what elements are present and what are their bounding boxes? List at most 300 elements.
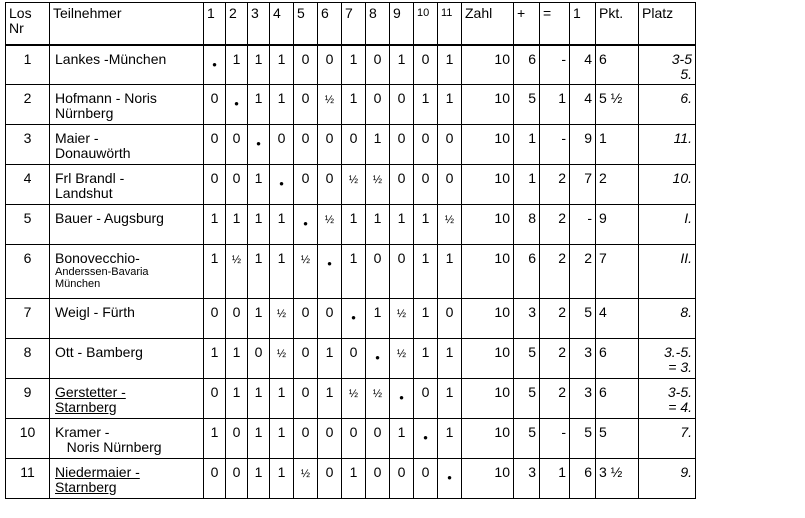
round-result: 0 (397, 130, 406, 146)
cell-round-6 (318, 459, 342, 499)
placement-line: 11. (673, 130, 692, 146)
cell-minus: 7 (570, 165, 596, 205)
header-plus: + (514, 3, 540, 45)
round-result: 0 (349, 424, 358, 440)
table-row (6, 459, 696, 499)
round-result: 1 (373, 130, 382, 146)
round-result: 1 (373, 210, 382, 226)
cell-round-5 (294, 245, 318, 299)
round-result: 1 (277, 384, 286, 400)
header-round-3: 3 (248, 3, 270, 45)
round-result: 1 (210, 424, 219, 440)
cell-round-1 (204, 379, 226, 419)
round-result: 0 (421, 464, 430, 480)
cell-minus: 5 (570, 299, 596, 339)
cell-plus: 5 (514, 85, 540, 125)
round-result: 1 (397, 424, 406, 440)
cell-round-8 (366, 125, 390, 165)
cell-round-2 (226, 245, 248, 299)
participant-name-line: München (55, 278, 101, 290)
round-result: 0 (232, 304, 241, 320)
cell-round-3 (248, 459, 270, 499)
round-result: 0 (301, 50, 310, 67)
cell-round-6 (318, 419, 342, 459)
round-result: 1 (325, 344, 334, 360)
cell-round-7 (342, 165, 366, 205)
cell-round-7 (342, 85, 366, 125)
cell-equal: 1 (540, 459, 570, 499)
cell-los: 8 (6, 339, 50, 379)
cell-round-2 (226, 205, 248, 245)
round-result: 0 (445, 304, 454, 320)
cell-round-2 (226, 419, 248, 459)
round-result: • (256, 136, 261, 151)
cell-teilnehmer (50, 45, 204, 85)
header-round-5: 5 (294, 3, 318, 45)
table-row (6, 85, 696, 125)
round-result: 1 (349, 50, 358, 67)
round-result: 1 (277, 210, 286, 226)
cell-round-1 (204, 245, 226, 299)
cell-round-10 (414, 459, 438, 499)
placement-line: II. (680, 250, 692, 266)
cell-round-1 (204, 299, 226, 339)
participant-name-line: Landshut (55, 185, 113, 201)
round-result: 0 (325, 464, 334, 480)
cell-round-7 (342, 245, 366, 299)
cell-minus: 4 (570, 45, 596, 85)
round-result: 1 (421, 250, 430, 266)
round-result: 1 (349, 250, 358, 266)
round-result: 1 (210, 250, 219, 266)
round-result: 1 (445, 90, 454, 106)
round-result: • (234, 96, 239, 111)
round-result: 0 (210, 90, 219, 106)
round-result: 1 (254, 170, 263, 186)
cell-teilnehmer (50, 205, 204, 245)
cell-teilnehmer (50, 379, 204, 419)
cell-round-9 (390, 379, 414, 419)
placement-line: 10. (672, 170, 692, 186)
round-result: 0 (397, 90, 406, 106)
cell-pkt: 6 (596, 379, 639, 419)
cell-round-5 (294, 419, 318, 459)
round-result: 0 (325, 50, 334, 67)
cell-los: 5 (6, 205, 50, 245)
placement-line: 5. (680, 65, 692, 82)
header-row (6, 3, 696, 45)
cell-equal: 2 (540, 379, 570, 419)
round-result: 0 (210, 170, 219, 186)
cell-round-4 (270, 125, 294, 165)
cell-round-2 (226, 85, 248, 125)
round-result: 1 (210, 344, 219, 360)
round-result: 1 (254, 250, 263, 266)
cell-zahl: 10 (462, 165, 514, 205)
cell-round-6 (318, 299, 342, 339)
round-result: 1 (277, 424, 286, 440)
cell-equal: 2 (540, 339, 570, 379)
cell-round-9 (390, 205, 414, 245)
cell-round-4 (270, 85, 294, 125)
cell-round-1 (204, 459, 226, 499)
header-minus: 1 (570, 3, 596, 45)
cell-equal: 2 (540, 245, 570, 299)
cell-round-8 (366, 299, 390, 339)
round-result: 1 (397, 50, 406, 67)
cell-round-7 (342, 379, 366, 419)
cell-pkt: 6 (596, 339, 639, 379)
cell-round-5 (294, 379, 318, 419)
cell-zahl: 10 (462, 459, 514, 499)
round-result: 1 (232, 210, 241, 226)
round-result: 1 (373, 304, 382, 320)
cell-minus: - (570, 205, 596, 245)
round-result: ½ (231, 254, 242, 266)
cell-round-3 (248, 339, 270, 379)
cell-zahl: 10 (462, 85, 514, 125)
header-teilnehmer: Teilnehmer (50, 3, 204, 45)
placement-line: 9. (680, 464, 692, 480)
cell-round-6 (318, 165, 342, 205)
round-result: • (375, 350, 380, 365)
cell-teilnehmer (50, 85, 204, 125)
cell-zahl: 10 (462, 205, 514, 245)
header-los-text: Los Nr (9, 5, 32, 36)
header-round-9: 9 (390, 3, 414, 45)
round-result: 0 (373, 464, 382, 480)
round-result: • (423, 430, 428, 445)
cell-round-8 (366, 459, 390, 499)
cell-los: 11 (6, 459, 50, 499)
cell-pkt: 5 ½ (596, 85, 639, 125)
cell-round-1 (204, 205, 226, 245)
round-result: 1 (349, 210, 358, 226)
cell-los: 6 (6, 245, 50, 299)
cell-platz (639, 459, 696, 499)
cell-plus: 5 (514, 419, 540, 459)
cell-round-10 (414, 379, 438, 419)
participant-name-line: Bonovecchio- (55, 250, 140, 266)
cell-round-11 (438, 165, 462, 205)
participant-name-line: Donauwörth (55, 145, 131, 161)
cell-minus: 4 (570, 85, 596, 125)
cell-minus: 3 (570, 379, 596, 419)
cell-round-4 (270, 419, 294, 459)
round-result: 1 (349, 90, 358, 106)
cell-round-10 (414, 419, 438, 459)
cell-platz (639, 419, 696, 459)
round-result: 1 (349, 464, 358, 480)
round-result: 0 (277, 130, 286, 146)
round-result: 0 (325, 170, 334, 186)
cell-round-6 (318, 205, 342, 245)
round-result: 0 (349, 130, 358, 146)
round-result: 1 (210, 210, 219, 226)
cell-platz (639, 205, 696, 245)
round-result: 1 (232, 384, 241, 400)
placement-line: 3.-5. (663, 344, 692, 360)
cell-round-9 (390, 45, 414, 85)
cell-round-6 (318, 379, 342, 419)
cell-teilnehmer (50, 299, 204, 339)
round-result: 1 (325, 384, 334, 400)
round-result: 1 (254, 304, 263, 320)
cell-round-7 (342, 45, 366, 85)
round-result: 0 (232, 424, 241, 440)
participant-name-line: Maier - (55, 130, 99, 146)
cell-platz (639, 125, 696, 165)
cell-zahl: 10 (462, 245, 514, 299)
cell-round-4 (270, 165, 294, 205)
cell-round-11 (438, 379, 462, 419)
header-platz: Platz (639, 3, 696, 45)
round-result: ½ (276, 348, 287, 360)
cell-round-7 (342, 459, 366, 499)
cell-round-1 (204, 419, 226, 459)
cell-round-10 (414, 339, 438, 379)
header-equal: = (540, 3, 570, 45)
cell-pkt: 2 (596, 165, 639, 205)
placement-line: 6. (680, 90, 692, 106)
round-result: 1 (445, 384, 454, 400)
cell-round-6 (318, 85, 342, 125)
round-result: 0 (421, 130, 430, 146)
cell-round-7 (342, 205, 366, 245)
round-result: 1 (421, 344, 430, 360)
round-result: 1 (445, 250, 454, 266)
cell-pkt: 9 (596, 205, 639, 245)
participant-name-line: Anderssen-Bavaria (55, 266, 149, 278)
participant-name-line: Ott - Bamberg (55, 344, 143, 360)
cell-plus: 1 (514, 165, 540, 205)
cell-equal: - (540, 45, 570, 85)
cell-minus: 9 (570, 125, 596, 165)
round-result: ½ (300, 468, 311, 480)
cell-round-3 (248, 245, 270, 299)
cell-plus: 6 (514, 245, 540, 299)
round-result: ½ (396, 308, 407, 320)
cell-teilnehmer (50, 245, 204, 299)
cell-round-3 (248, 45, 270, 85)
cell-round-7 (342, 419, 366, 459)
round-result: 0 (397, 250, 406, 266)
cell-plus: 3 (514, 299, 540, 339)
placement-line: = 3. (668, 359, 692, 375)
table-row (6, 419, 696, 459)
cell-minus: 6 (570, 459, 596, 499)
cell-round-5 (294, 45, 318, 85)
round-result: 0 (301, 170, 310, 186)
round-result: 0 (232, 170, 241, 186)
cell-round-5 (294, 339, 318, 379)
participant-name-line: Nürnberg (55, 105, 114, 121)
header-round-6: 6 (318, 3, 342, 45)
cell-round-3 (248, 419, 270, 459)
cell-round-10 (414, 245, 438, 299)
cell-plus: 1 (514, 125, 540, 165)
participant-name-line: Niedermaier - (55, 464, 140, 480)
cell-round-8 (366, 339, 390, 379)
round-result: • (212, 56, 217, 72)
cell-round-9 (390, 165, 414, 205)
round-result: ½ (372, 388, 383, 400)
cell-round-3 (248, 379, 270, 419)
cell-round-4 (270, 299, 294, 339)
cell-los: 7 (6, 299, 50, 339)
round-result: 0 (373, 90, 382, 106)
participant-name-line: Bauer - Augsburg (55, 210, 164, 226)
participant-name-line: Frl Brandl - (55, 170, 125, 186)
cell-round-11 (438, 459, 462, 499)
cell-zahl: 10 (462, 339, 514, 379)
cell-round-9 (390, 419, 414, 459)
round-result: 0 (325, 304, 334, 320)
round-result: 0 (445, 130, 454, 146)
cell-platz (639, 85, 696, 125)
cell-los: 3 (6, 125, 50, 165)
round-result: 0 (373, 424, 382, 440)
round-result: 0 (301, 130, 310, 146)
cell-round-5 (294, 125, 318, 165)
round-result: ½ (348, 388, 359, 400)
header-pkt: Pkt. (596, 3, 639, 45)
round-result: 1 (254, 464, 263, 480)
cell-round-8 (366, 85, 390, 125)
cell-platz (639, 339, 696, 379)
cell-round-3 (248, 165, 270, 205)
table-row (6, 245, 696, 299)
cell-pkt: 6 (596, 45, 639, 85)
round-result: ½ (324, 94, 335, 106)
cell-plus: 5 (514, 339, 540, 379)
cell-zahl: 10 (462, 419, 514, 459)
round-result: 0 (325, 424, 334, 440)
cell-los: 10 (6, 419, 50, 459)
cell-round-11 (438, 45, 462, 85)
cell-round-10 (414, 85, 438, 125)
cell-equal: 2 (540, 165, 570, 205)
participant-name-line: Lankes -München (55, 50, 167, 67)
cell-round-7 (342, 339, 366, 379)
cell-round-8 (366, 379, 390, 419)
cell-round-5 (294, 205, 318, 245)
round-result: 1 (445, 424, 454, 440)
round-result: 1 (421, 210, 430, 226)
cell-teilnehmer (50, 165, 204, 205)
cell-plus: 5 (514, 379, 540, 419)
round-result: ½ (300, 254, 311, 266)
placement-line: I. (684, 210, 692, 226)
cell-round-2 (226, 165, 248, 205)
cell-platz (639, 299, 696, 339)
cell-round-2 (226, 45, 248, 85)
placement-line: 8. (680, 304, 692, 320)
cell-zahl: 10 (462, 299, 514, 339)
round-result: 1 (277, 90, 286, 106)
round-result: ½ (276, 308, 287, 320)
round-result: 0 (373, 50, 382, 67)
cell-pkt: 3 ½ (596, 459, 639, 499)
cell-round-2 (226, 459, 248, 499)
cell-round-5 (294, 299, 318, 339)
cell-round-2 (226, 339, 248, 379)
round-result: 0 (232, 130, 241, 146)
round-result: • (327, 256, 332, 271)
cell-round-11 (438, 125, 462, 165)
round-result: • (399, 390, 404, 405)
header-los (6, 3, 50, 45)
round-result: 0 (254, 344, 263, 360)
cell-pkt: 5 (596, 419, 639, 459)
cell-round-7 (342, 125, 366, 165)
cell-platz (639, 165, 696, 205)
cell-round-11 (438, 85, 462, 125)
cell-round-5 (294, 459, 318, 499)
cell-round-6 (318, 45, 342, 85)
cell-round-2 (226, 299, 248, 339)
round-result: 1 (445, 50, 454, 67)
round-result: 0 (421, 50, 430, 67)
cell-los: 1 (6, 45, 50, 85)
round-result: 1 (254, 90, 263, 106)
cell-round-2 (226, 125, 248, 165)
round-result: 1 (254, 384, 263, 400)
round-result: 1 (445, 344, 454, 360)
round-result: ½ (348, 174, 359, 186)
cell-los: 9 (6, 379, 50, 419)
round-result: 1 (232, 50, 241, 67)
cell-plus: 6 (514, 45, 540, 85)
cell-round-6 (318, 245, 342, 299)
round-result: 0 (397, 464, 406, 480)
round-result: 0 (421, 170, 430, 186)
cell-round-10 (414, 205, 438, 245)
round-result: 0 (373, 250, 382, 266)
cell-round-11 (438, 245, 462, 299)
cell-round-8 (366, 205, 390, 245)
cell-round-1 (204, 45, 226, 85)
cell-round-3 (248, 205, 270, 245)
cell-round-1 (204, 85, 226, 125)
cell-round-5 (294, 165, 318, 205)
cell-round-1 (204, 339, 226, 379)
cell-minus: 2 (570, 245, 596, 299)
round-result: 0 (397, 170, 406, 186)
cell-round-4 (270, 459, 294, 499)
cell-round-10 (414, 45, 438, 85)
cell-round-4 (270, 339, 294, 379)
cell-round-9 (390, 339, 414, 379)
cell-round-4 (270, 379, 294, 419)
round-result: • (447, 470, 452, 485)
cell-round-11 (438, 419, 462, 459)
round-result: 0 (210, 304, 219, 320)
header-round-8: 8 (366, 3, 390, 45)
cell-round-6 (318, 125, 342, 165)
round-result: 0 (210, 130, 219, 146)
table-row (6, 45, 696, 85)
cell-los: 4 (6, 165, 50, 205)
table-row (6, 379, 696, 419)
participant-name-line: Hofmann - Noris (55, 90, 157, 106)
round-result: 1 (397, 210, 406, 226)
cell-round-3 (248, 299, 270, 339)
participant-name-line: Starnberg (55, 479, 117, 495)
table-body (6, 3, 696, 499)
table-row (6, 125, 696, 165)
cell-round-3 (248, 125, 270, 165)
